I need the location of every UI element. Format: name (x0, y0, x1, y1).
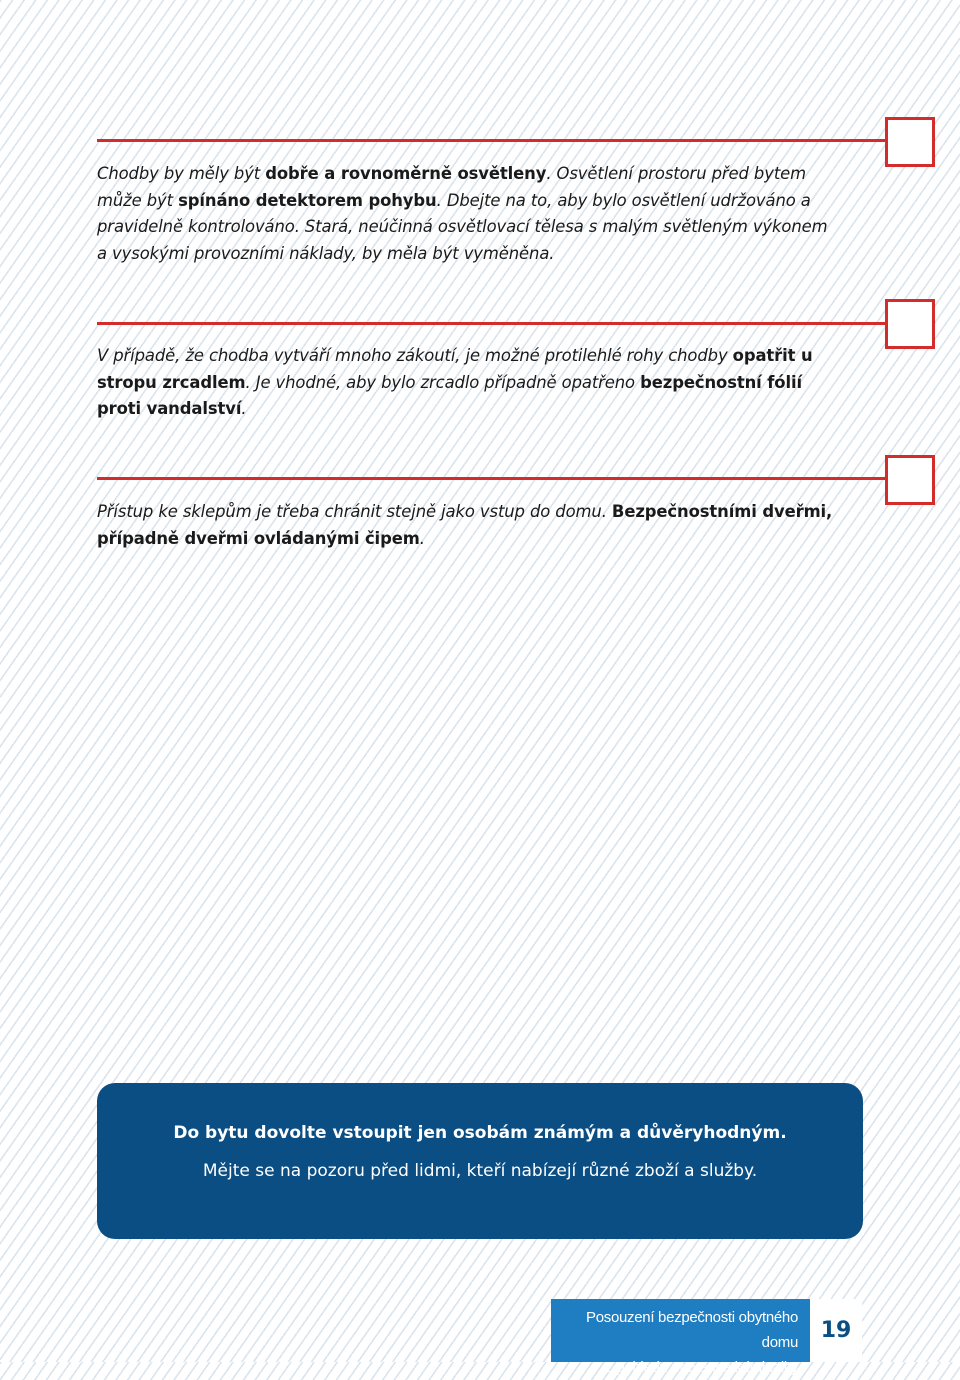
body-text: . (241, 399, 247, 418)
section-2-text (97, 343, 837, 423)
footer-title-line-2: z pohledu prevence kriminality (605, 1359, 798, 1376)
checkbox-1[interactable] (885, 117, 935, 167)
emphasis-text: opatřit u stropu zrcadlem (97, 346, 813, 392)
emphasis-text: Bezpečnostními dveřmi, případně dveřmi ovládanými čipem (97, 502, 833, 548)
footer-title-box (551, 1299, 810, 1376)
info-box (97, 1083, 863, 1239)
footer-title-line-1: Posouzení bezpečnosti obytného domu (586, 1309, 798, 1351)
page-number: 19 (810, 1299, 862, 1362)
section-rule-3 (97, 477, 885, 480)
emphasis-text: bezpečnostní fólií proti vandalství (97, 372, 803, 418)
emphasis-text: spínáno detektorem pohybu (178, 190, 437, 210)
info-box-line-2: Mějte se na pozoru před lidmi, kteří nabízejí různé zboží a služby. (202, 1161, 758, 1181)
body-text: Přístup ke sklepům je třeba chránit stejně jako vstup do domu. (97, 502, 612, 521)
body-text: . (419, 528, 425, 548)
section-rule-1 (97, 139, 885, 142)
section-rule-2 (97, 322, 885, 325)
body-text: . Osvětlení prostoru před bytem může být (97, 164, 807, 210)
info-box-line-1: Do bytu dovolte vstoupit jen osobám známým a důvěryhodným. (173, 1123, 787, 1143)
body-text: Chodby by měly být (97, 164, 266, 183)
section-3-text (97, 499, 837, 552)
checkbox-2[interactable] (885, 299, 935, 349)
body-text: . Je vhodné, aby bylo zrcadlo případně opatřeno (245, 372, 641, 392)
emphasis-text: dobře a rovnoměrně osvětleny (265, 164, 547, 183)
body-text: . Dbejte na to, aby bylo osvětlení udržováno a pravidelně kontrolováno. Stará, neúčinná osvětlovací tělesa s malým světleným výkonem a vysokými provozními náklady, by měla být vyměněna. (97, 190, 828, 263)
section-1-text (97, 161, 837, 267)
body-text: V případě, že chodba vytváří mnoho zákoutí, je možné protilehlé rohy chodby (97, 346, 733, 365)
checkbox-3[interactable] (885, 455, 935, 505)
